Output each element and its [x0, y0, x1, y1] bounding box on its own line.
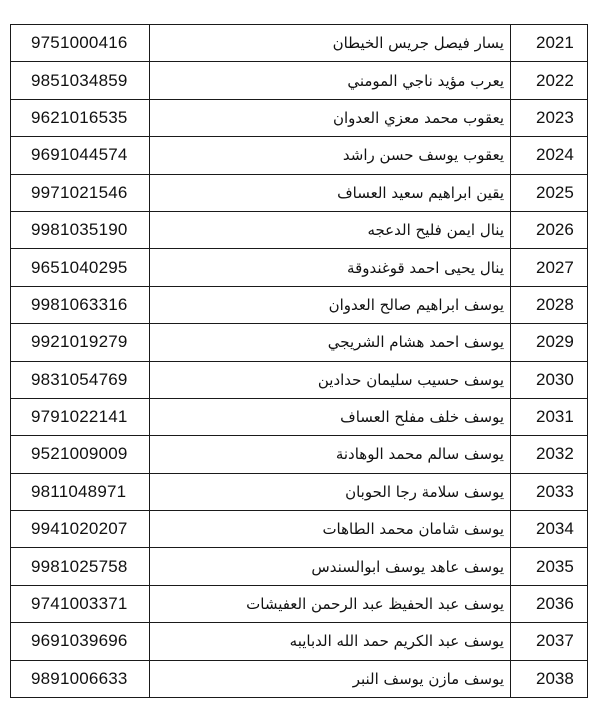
sequence-number-cell: 2027	[511, 249, 588, 286]
sequence-number-cell: 2032	[511, 436, 588, 473]
table-row	[11, 99, 588, 136]
table-row	[11, 511, 588, 548]
sequence-number-cell: 2028	[511, 286, 588, 323]
student-name-cell: يوسف مازن يوسف النبر	[150, 660, 511, 697]
table-row	[11, 548, 588, 585]
national-id-cell: 9521009009	[11, 436, 150, 473]
student-name-cell: يوسف خلف مفلح العساف	[150, 398, 511, 435]
table-row	[11, 398, 588, 435]
table-row	[11, 286, 588, 323]
table-row	[11, 660, 588, 697]
student-name-cell: يوسف سلامة رجا الحوبان	[150, 473, 511, 510]
table-row	[11, 585, 588, 622]
national-id-cell: 9651040295	[11, 249, 150, 286]
table-row	[11, 361, 588, 398]
student-name-cell: ينال يحيى احمد قوغندوقة	[150, 249, 511, 286]
table-row	[11, 62, 588, 99]
sequence-number-cell: 2031	[511, 398, 588, 435]
student-name-cell: يوسف شامان محمد الطاهات	[150, 511, 511, 548]
national-id-cell: 9691039696	[11, 623, 150, 660]
sequence-number-cell: 2026	[511, 211, 588, 248]
sequence-number-cell: 2038	[511, 660, 588, 697]
national-id-cell: 9851034859	[11, 62, 150, 99]
sequence-number-cell: 2034	[511, 511, 588, 548]
national-id-cell: 9981025758	[11, 548, 150, 585]
national-id-cell: 9811048971	[11, 473, 150, 510]
sequence-number-cell: 2021	[511, 25, 588, 62]
sequence-number-cell: 2029	[511, 324, 588, 361]
sequence-number-cell: 2025	[511, 174, 588, 211]
student-name-cell: يوسف سالم محمد الوهادنة	[150, 436, 511, 473]
national-id-cell: 9921019279	[11, 324, 150, 361]
student-name-cell: يوسف احمد هشام الشريجي	[150, 324, 511, 361]
student-name-cell: يوسف عاهد يوسف ابوالسندس	[150, 548, 511, 585]
student-name-cell: يعرب مؤيد ناجي المومني	[150, 62, 511, 99]
student-name-cell: يعقوب محمد معزي العدوان	[150, 99, 511, 136]
national-id-cell: 9741003371	[11, 585, 150, 622]
sequence-number-cell: 2023	[511, 99, 588, 136]
sequence-number-cell: 2030	[511, 361, 588, 398]
student-name-cell: يقين ابراهيم سعيد العساف	[150, 174, 511, 211]
sequence-number-cell: 2037	[511, 623, 588, 660]
student-name-cell: يوسف عبد الكريم حمد الله الدبايبه	[150, 623, 511, 660]
records-table	[10, 24, 588, 698]
national-id-cell: 9831054769	[11, 361, 150, 398]
sequence-number-cell: 2022	[511, 62, 588, 99]
table-row	[11, 211, 588, 248]
table-row	[11, 174, 588, 211]
sequence-number-cell: 2036	[511, 585, 588, 622]
national-id-cell: 9891006633	[11, 660, 150, 697]
sequence-number-cell: 2033	[511, 473, 588, 510]
table-row	[11, 473, 588, 510]
records-table-body	[11, 25, 588, 698]
national-id-cell: 9691044574	[11, 137, 150, 174]
table-row	[11, 249, 588, 286]
national-id-cell: 9971021546	[11, 174, 150, 211]
student-name-cell: يوسف ابراهيم صالح العدوان	[150, 286, 511, 323]
sequence-number-cell: 2035	[511, 548, 588, 585]
table-row	[11, 324, 588, 361]
student-name-cell: يعقوب يوسف حسن راشد	[150, 137, 511, 174]
national-id-cell: 9941020207	[11, 511, 150, 548]
national-id-cell: 9621016535	[11, 99, 150, 136]
student-name-cell: يسار فيصل جريس الخيطان	[150, 25, 511, 62]
student-name-cell: يوسف حسيب سليمان حدادين	[150, 361, 511, 398]
table-row	[11, 436, 588, 473]
national-id-cell: 9751000416	[11, 25, 150, 62]
student-name-cell: ينال ايمن فليح الدعجه	[150, 211, 511, 248]
table-row	[11, 137, 588, 174]
national-id-cell: 9981035190	[11, 211, 150, 248]
national-id-cell: 9791022141	[11, 398, 150, 435]
national-id-cell: 9981063316	[11, 286, 150, 323]
table-row	[11, 623, 588, 660]
student-name-cell: يوسف عبد الحفيظ عبد الرحمن العفيشات	[150, 585, 511, 622]
sequence-number-cell: 2024	[511, 137, 588, 174]
table-row	[11, 25, 588, 62]
